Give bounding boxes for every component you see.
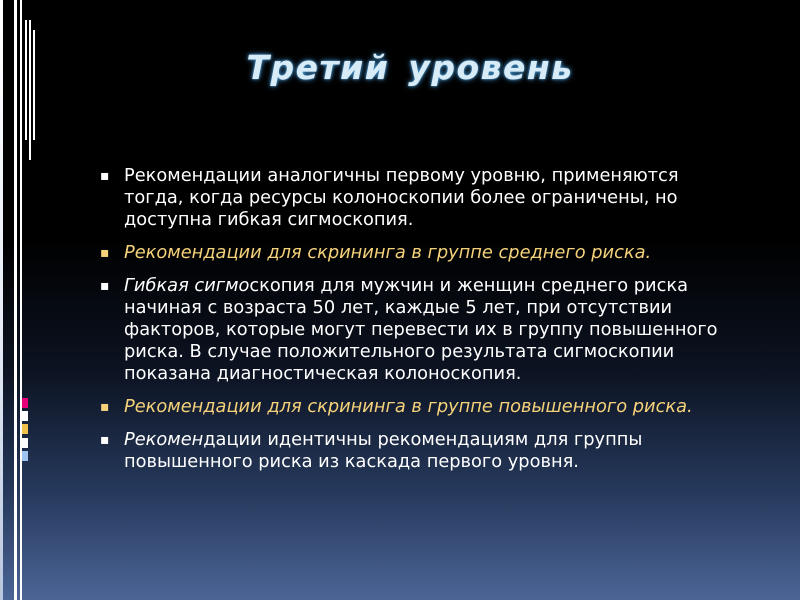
bullet-item — [100, 165, 740, 231]
bullet-text: Рекомендации для скрининга в группе повышенного риска. — [124, 396, 693, 417]
bullet-text: Рекомендации для скрининга в группе среднего риска. — [124, 242, 652, 263]
decor-swatch-white — [22, 438, 28, 448]
bullet-marker-icon: ▪ — [100, 432, 110, 448]
bullet-item-highlight — [100, 242, 740, 264]
bullet-item — [100, 429, 740, 473]
decor-swatch-yellow — [22, 424, 28, 434]
bullet-text-italic: Гибкая сигмо — [124, 275, 250, 296]
bullet-marker-icon: ▪ — [100, 245, 110, 261]
decor-rule — [25, 20, 27, 140]
decor-swatch-blue — [22, 451, 28, 461]
decor-rule — [33, 30, 35, 140]
left-edge-band — [0, 0, 3, 600]
bullet-item-highlight — [100, 396, 740, 418]
slide-title: Третий уровень — [246, 48, 574, 87]
bullet-marker-icon: ▪ — [100, 278, 110, 294]
bullet-text: Рекомендации аналогичны первому уровню, применяются тогда, когда ресурсы колоноскопии более ограничены, но доступна гибкая сигмоскопия. — [124, 165, 679, 230]
decor-swatch-white — [22, 411, 28, 421]
decor-rule — [20, 0, 22, 600]
decor-rule — [29, 20, 31, 160]
bullet-marker-icon: ▪ — [100, 399, 110, 415]
bullet-item — [100, 275, 740, 385]
bullet-text-italic: Рекомен — [124, 429, 204, 450]
bullet-marker-icon: ▪ — [100, 168, 110, 184]
bullet-text: скопия для мужчин и женщин среднего риска начиная с возраста 50 лет, каждые 5 лет, при отсутствии факторов, которые могут перевести их в группу повышенного риска. В случае положительного результата сигмоскопии показана диагностическая колоноскопия. — [124, 275, 718, 384]
bullet-list — [100, 165, 740, 484]
decor-rule — [14, 0, 17, 600]
decor-swatch-pink — [22, 398, 28, 408]
bullet-text: дации идентичны рекомендациям для группы повышенного риска из каскада первого уровня. — [124, 429, 643, 472]
